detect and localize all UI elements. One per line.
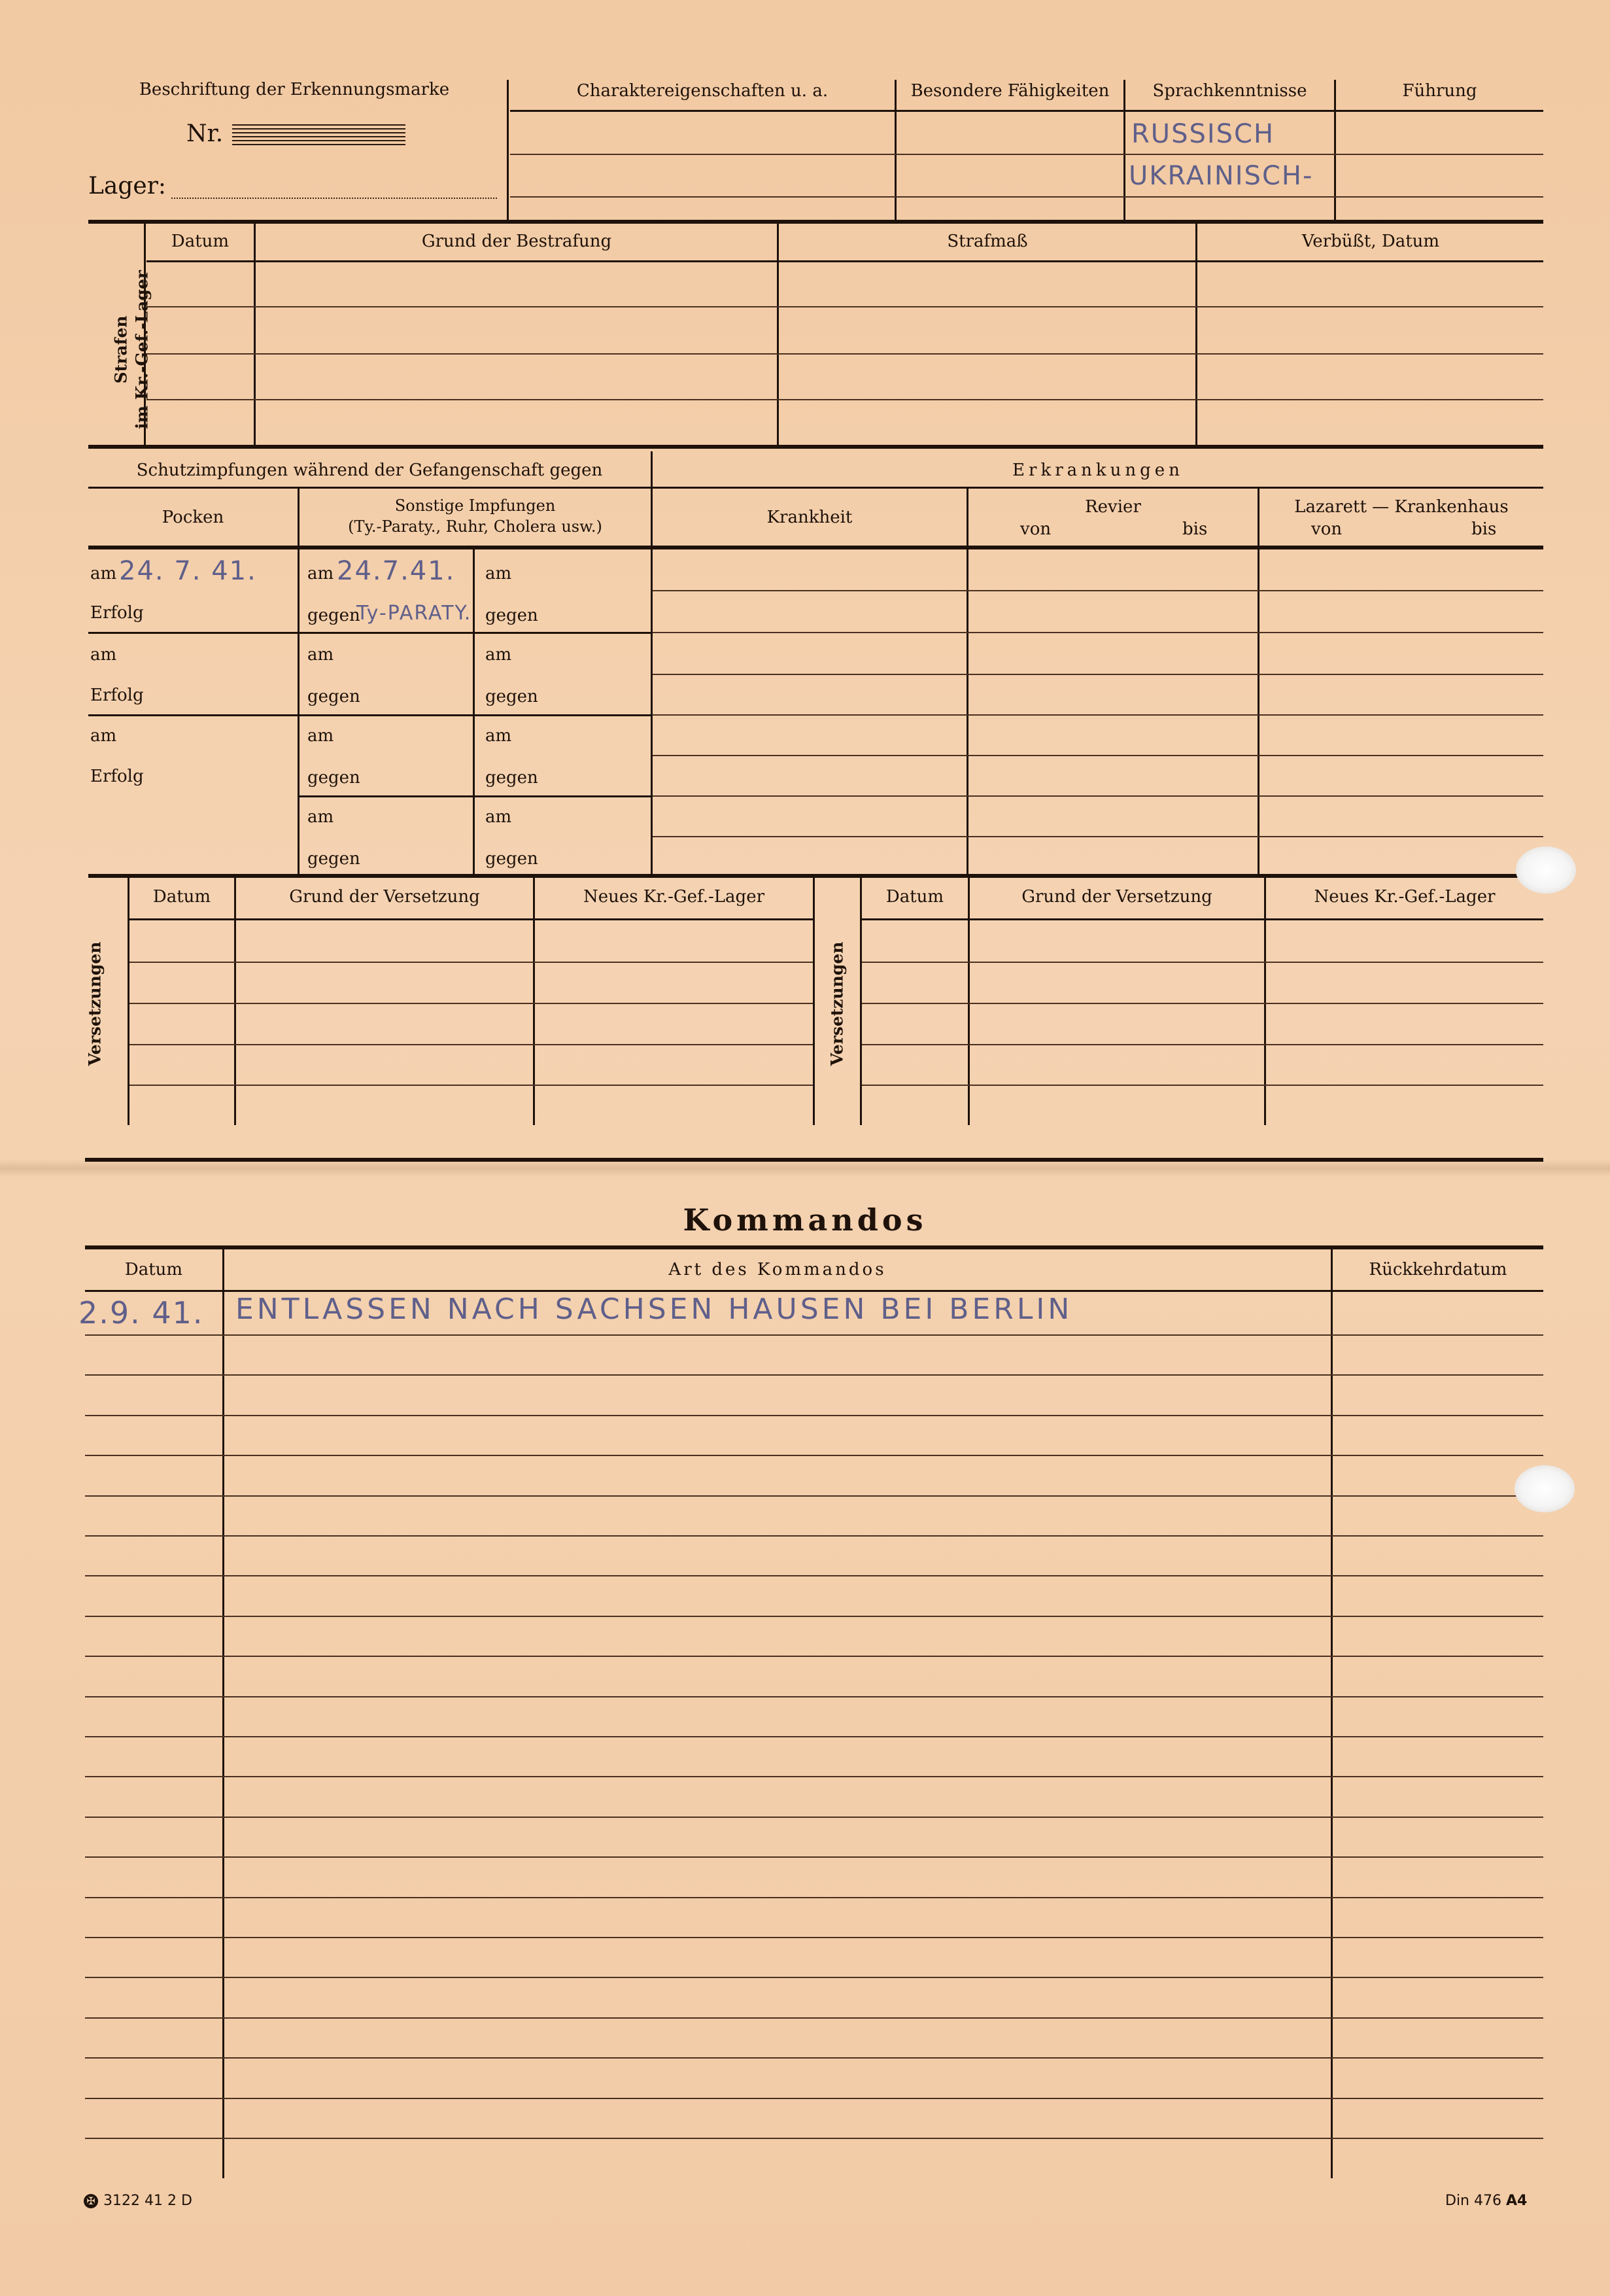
kommando-rule <box>85 1897 1543 1898</box>
lazarett-von-label: von <box>1311 519 1343 539</box>
kommando-row-1-art: ENTLASSEN NACH SACHSEN HAUSEN BEI BERLIN <box>235 1293 1073 1326</box>
versetzungen-left-col-lager: Neues Kr.-Gef.-Lager <box>583 887 765 907</box>
strafen-col-strafmass: Strafmaß <box>947 232 1028 251</box>
sonstige-a-am-4-label: am <box>307 807 334 827</box>
kommando-rule <box>85 1374 1543 1376</box>
sprache-ukrainisch: UKRAINISCH- <box>1129 161 1314 191</box>
sonstige-a-gegen-4-label: gegen <box>307 849 360 869</box>
kommando-rule <box>85 1334 1543 1336</box>
versetzungen-right-col-lager: Neues Kr.-Gef.-Lager <box>1314 887 1496 907</box>
krankheit-label: Krankheit <box>766 508 853 527</box>
footer-right-format: A4 <box>1505 2193 1528 2209</box>
sonstige-a-am-1-label: am <box>307 564 334 583</box>
charakter-label: Charaktereigenschaften u. a. <box>576 81 829 101</box>
versetzungen-side-label-right: Versetzungen <box>827 941 847 1066</box>
pocken-am-1-label: am <box>90 564 117 583</box>
kommando-rule <box>85 2098 1543 2099</box>
sprache-russisch: RUSSISCH <box>1131 119 1275 149</box>
kommandos-col-datum: Datum <box>124 1260 183 1279</box>
strafen-side-label-1: Strafen <box>111 315 131 384</box>
impfungen-title: Schutzimpfungen während der Gefangenschaft gegen <box>136 461 603 480</box>
lazarett-label: Lazarett — Krankenhaus <box>1294 497 1509 517</box>
kommando-rule <box>85 1776 1543 1777</box>
footer-right <box>1445 2193 1527 2209</box>
pocken-erfolg-3-label: Erfolg <box>90 767 144 786</box>
sonstige-a-am-3-label: am <box>307 726 334 746</box>
lazarett-bis-label: bis <box>1471 519 1497 539</box>
sonstige-b-gegen-2-label: gegen <box>485 687 538 706</box>
kommando-rule <box>85 1937 1543 1938</box>
sonstige-a-gegen-2-label: gegen <box>307 687 360 706</box>
sonstige-b-gegen-3-label: gegen <box>485 768 538 788</box>
kommandos-col-rueckkehr: Rückkehrdatum <box>1369 1260 1507 1279</box>
pocken-am-2-label: am <box>90 645 117 665</box>
kommando-rule <box>85 2057 1543 2059</box>
pocken-erfolg-2-label: Erfolg <box>90 686 144 705</box>
kommandos-title: Kommandos <box>683 1202 927 1238</box>
versetzungen-right-col-grund: Grund der Versetzung <box>1021 887 1212 907</box>
nr-label: Nr. <box>186 120 224 147</box>
lager-field[interactable] <box>171 198 497 199</box>
kommando-rule <box>85 1575 1543 1576</box>
sonstige-am-1-value: 24.7.41. <box>337 556 456 586</box>
pocken-am-1-value: 24. 7. 41. <box>119 556 257 586</box>
sprach-label: Sprachkenntnisse <box>1152 81 1307 101</box>
kommando-rule <box>85 1856 1543 1858</box>
punch-hole-bottom <box>1515 1465 1575 1512</box>
kommando-rule <box>85 1616 1543 1617</box>
erkrankungen-title: Erkrankungen <box>1012 461 1184 480</box>
punch-hole-top <box>1516 846 1576 894</box>
kommando-rule <box>85 1977 1543 1978</box>
sonstige-b-am-2-label: am <box>485 645 512 665</box>
versetzungen-side-label-left: Versetzungen <box>85 941 105 1066</box>
versetzungen-right-col-datum: Datum <box>885 887 944 907</box>
sonstige-b-gegen-4-label: gegen <box>485 849 538 869</box>
kommando-rule <box>85 1455 1543 1456</box>
kommando-row-1-datum: 2.9. 41. <box>78 1295 204 1331</box>
kommando-rule <box>85 1736 1543 1737</box>
revier-label: Revier <box>1085 497 1141 517</box>
pocken-erfolg-1-label: Erfolg <box>90 603 144 623</box>
sonstige-b-gegen-1-label: gegen <box>485 606 538 625</box>
sonstige-b-am-4-label: am <box>485 807 512 827</box>
kommando-rule <box>85 2138 1543 2139</box>
strafen-col-grund: Grund der Bestrafung <box>421 232 612 251</box>
kommando-rule <box>85 1817 1543 1818</box>
erkennungsmarke-label: Beschriftung der Erkennungsmarke <box>139 80 450 99</box>
kommandos-col-art: Art des Kommandos <box>668 1260 887 1279</box>
kommando-rule <box>85 1696 1543 1697</box>
kommando-rule <box>85 1495 1543 1497</box>
sonstige-b-am-3-label: am <box>485 726 512 746</box>
kommando-rule <box>85 1656 1543 1657</box>
sonstige-gegen-1-value: Ty-PARATY. <box>356 602 472 625</box>
sonstige-label-1: Sonstige Impfungen <box>394 496 556 515</box>
faehigkeiten-label: Besondere Fähigkeiten <box>910 81 1110 101</box>
footer-left-code: 3122 41 2 D <box>103 2193 192 2209</box>
revier-bis-label: bis <box>1182 519 1208 539</box>
pocken-label: Pocken <box>162 508 224 527</box>
kommando-rule <box>85 2017 1543 2019</box>
footer-right-din: Din 476 <box>1445 2193 1501 2209</box>
lager-label: Lager: <box>88 173 167 200</box>
nr-field[interactable] <box>232 124 405 145</box>
sonstige-a-gegen-1-label: gegen <box>307 606 360 625</box>
versetzungen-left-col-datum: Datum <box>152 887 211 907</box>
strafen-col-verbuesst: Verbüßt, Datum <box>1301 232 1440 251</box>
footer-left <box>84 2193 192 2209</box>
kommando-rule <box>85 1415 1543 1416</box>
sonstige-b-am-1-label: am <box>485 564 512 583</box>
fold-crease <box>0 1159 1610 1177</box>
fuehrung-label: Führung <box>1402 81 1477 101</box>
revier-von-label: von <box>1020 519 1052 539</box>
pocken-am-3-label: am <box>90 726 117 746</box>
sonstige-a-am-2-label: am <box>307 645 334 665</box>
sonstige-a-gegen-3-label: gegen <box>307 768 360 788</box>
strafen-side-label-2: im Kr.-Gef.-Lager <box>132 270 152 429</box>
sonstige-label-2: (Ty.-Paraty., Ruhr, Cholera usw.) <box>348 517 602 536</box>
printer-mark-icon: ✠ <box>84 2194 98 2208</box>
strafen-col-datum: Datum <box>171 232 230 251</box>
kommando-rule <box>85 1535 1543 1537</box>
versetzungen-left-col-grund: Grund der Versetzung <box>289 887 480 907</box>
